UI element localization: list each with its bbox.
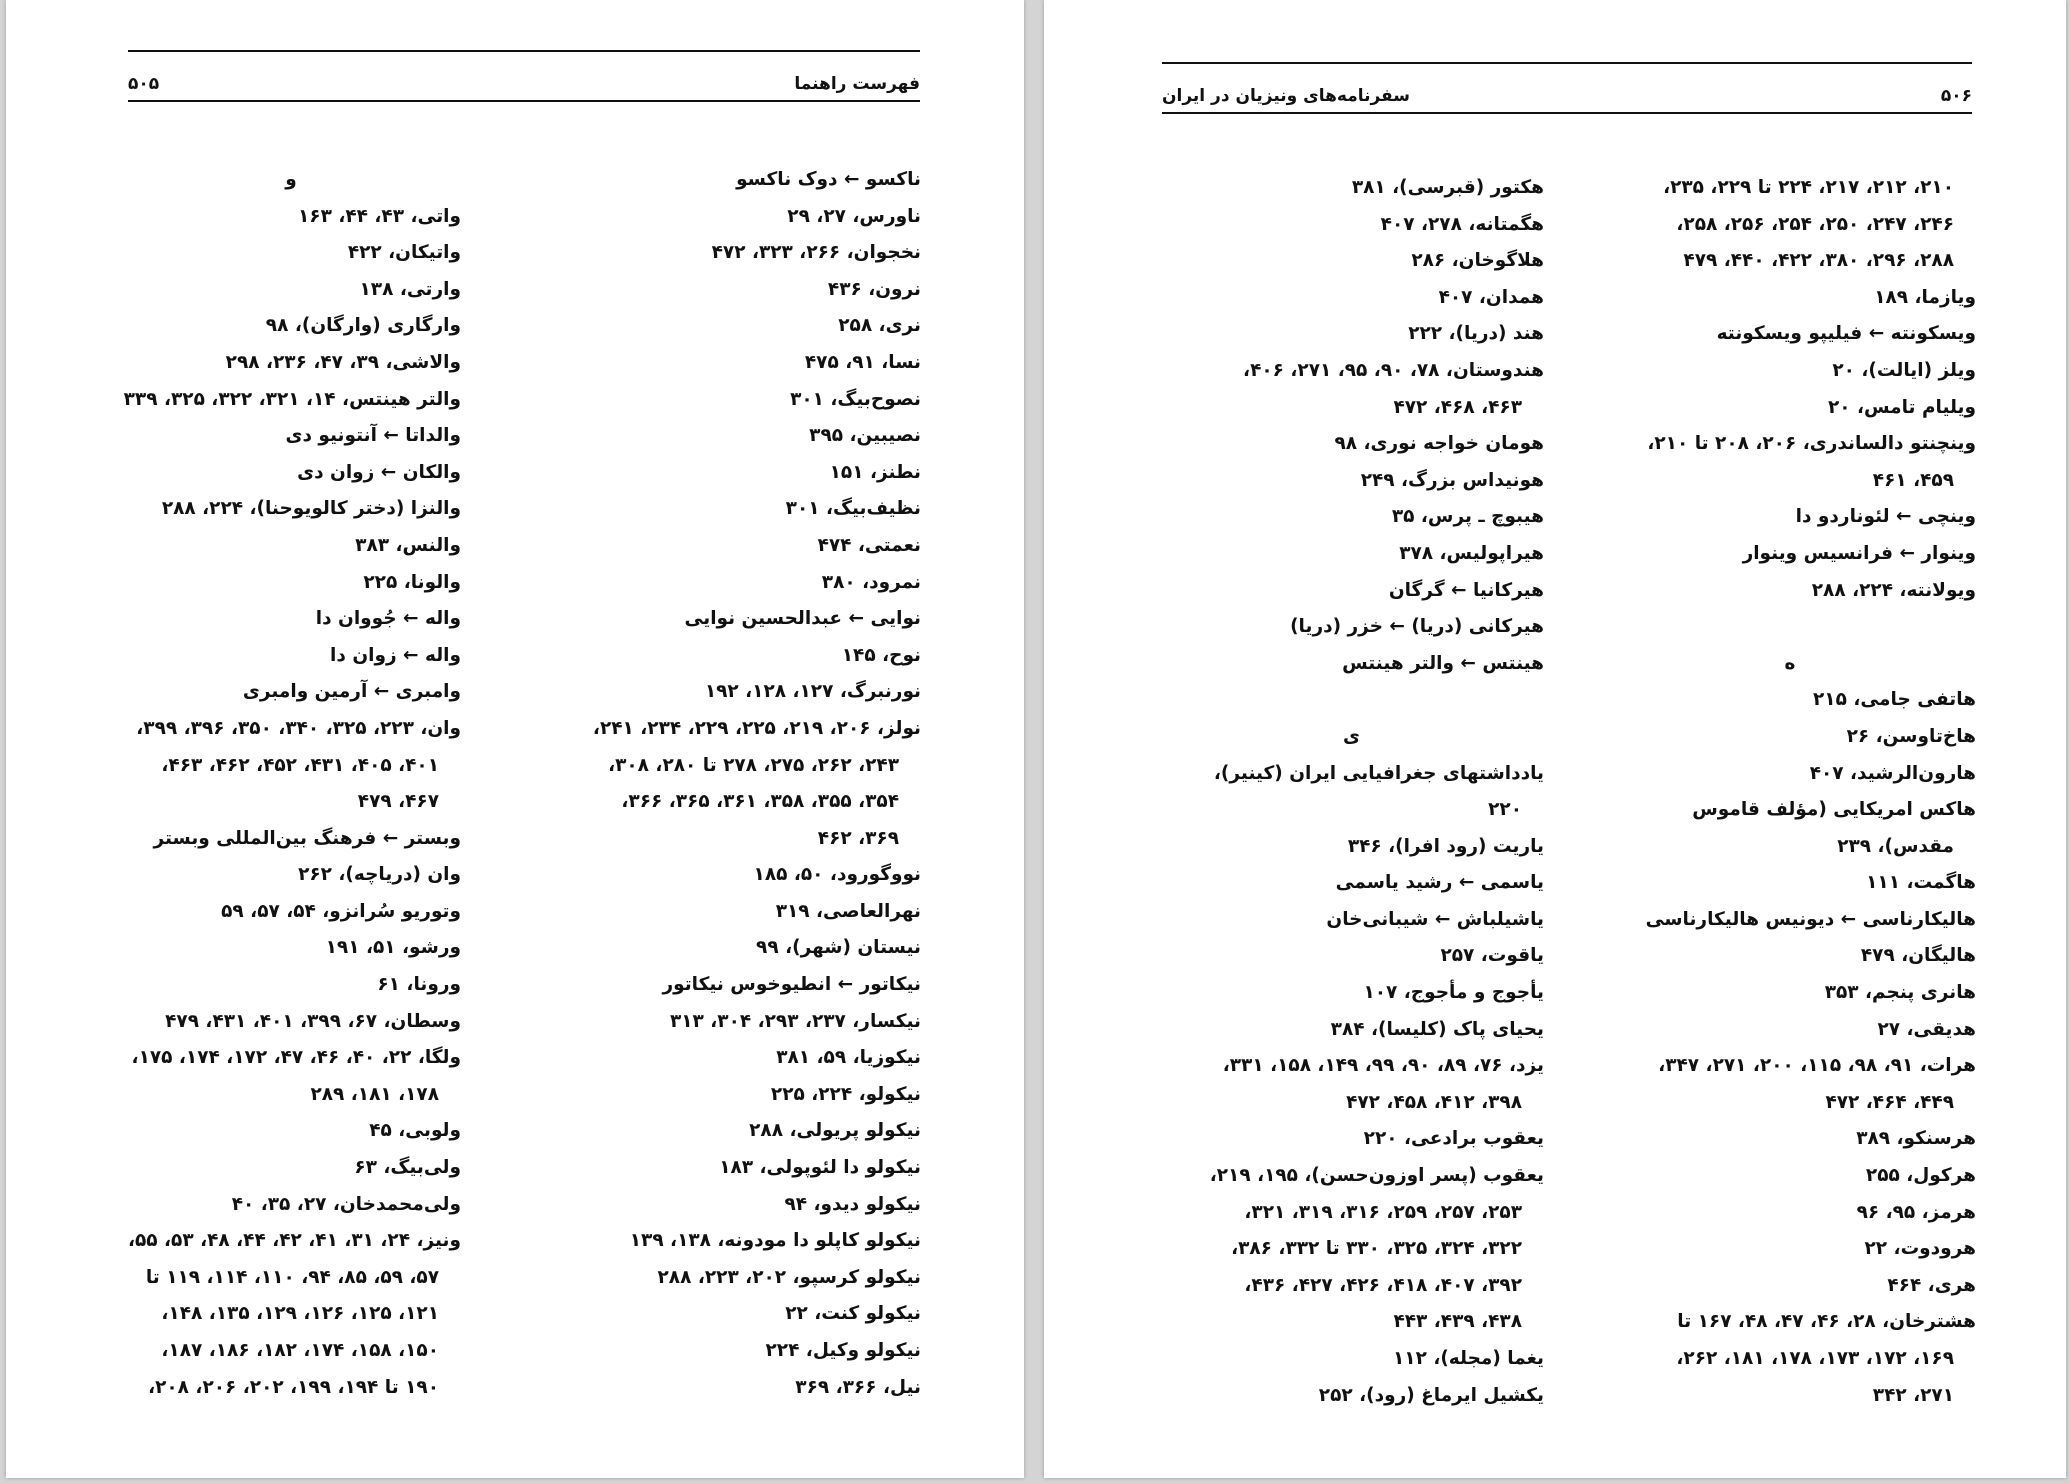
index-entry: هرکول، ۲۵۵: [1865, 1165, 1976, 1187]
index-entry: هری، ۴۶۴: [1887, 1274, 1976, 1296]
index-entry: نولز، ۲۰۶، ۲۱۹، ۲۲۵، ۲۲۹، ۲۳۴، ۲۴۱،: [592, 717, 921, 739]
left-page: [6, 0, 1024, 1478]
index-entry: والنزا (دختر کالویوحنا)، ۲۲۴، ۲۸۸: [161, 498, 461, 520]
index-entry: یاشیلباش ← شیبانی‌خان: [1326, 908, 1544, 930]
index-entry: نووگورود، ۵۰، ۱۸۵: [753, 864, 921, 886]
index-entry: وینچنتو دالساندری، ۲۰۶، ۲۰۸ تا ۲۱۰،: [1647, 433, 1976, 455]
index-entry: یغما (مجله)، ۱۱۲: [1393, 1348, 1544, 1369]
index-entry-continuation: ۳۹۲، ۴۰۷، ۴۱۸، ۴۲۶، ۴۲۷، ۴۳۶،: [1244, 1274, 1522, 1296]
index-entry-continuation: ۲۲۰: [1488, 799, 1522, 821]
index-entry: وسطان، ۶۷، ۳۹۹، ۴۰۱، ۴۳۱، ۴۷۹: [165, 1010, 461, 1032]
index-entry: واله ← زوان دا: [330, 644, 461, 666]
index-entry: نیکاتور ← انطیوخوس نیکاتور: [662, 974, 921, 996]
index-entry: هرمز، ۹۵، ۹۶: [1856, 1201, 1976, 1223]
index-entry: نسا، ۹۱، ۴۷۵: [804, 351, 921, 373]
index-entry: نری، ۲۵۸: [838, 315, 921, 337]
index-entry: ناورس، ۲۷، ۲۹: [787, 205, 921, 227]
index-entry: نیکسار، ۲۳۷، ۲۹۳، ۳۰۴، ۳۱۳: [669, 1010, 921, 1032]
index-column-right: [561, 162, 921, 1412]
index-entry-continuation: ۴۰۱، ۴۰۵، ۴۳۱، ۴۵۲، ۴۶۲، ۴۶۳،: [161, 754, 439, 776]
index-entry: وامبری ← آرمین وامبری: [242, 681, 461, 703]
index-entry-continuation: مقدس)، ۲۳۹: [1837, 835, 1954, 857]
index-entry: وان (دریاچه)، ۲۶۲: [298, 864, 461, 886]
index-entry-continuation: ۲۱۰، ۲۱۲، ۲۱۷، ۲۲۴ تا ۲۲۹، ۲۳۵،: [1663, 177, 1954, 198]
index-entry: وارتی، ۱۳۸: [359, 278, 461, 300]
index-entry: هرسنکو، ۳۸۹: [1856, 1128, 1976, 1150]
index-entry: نیکولو دا لئوپولی، ۱۸۳: [719, 1157, 921, 1179]
index-entry: والتر هینتس، ۱۴، ۳۲۱، ۳۲۲، ۳۲۵، ۳۳۹: [123, 388, 461, 410]
index-entry-continuation: ۲۵۳، ۲۵۷، ۲۵۹، ۳۱۶، ۳۱۹، ۳۲۱،: [1244, 1201, 1522, 1223]
index-entry: واله ← جُووان دا: [315, 608, 461, 630]
index-entry: والداتا ← آنتونیو دی: [285, 425, 461, 447]
index-entry: نخجوان، ۲۶۶، ۳۲۳، ۴۷۲: [711, 242, 921, 264]
index-entry: هیرکانی (دریا) ← خزر (دریا): [1290, 616, 1544, 638]
index-entry: هیبوچ ـ پرس، ۳۵: [1391, 506, 1544, 528]
index-entry: یاسمی ← رشید یاسمی: [1335, 872, 1544, 894]
index-entry: یعقوب (پسر اوزون‌حسن)، ۱۹۵، ۲۱۹،: [1209, 1165, 1544, 1187]
index-entry: ناکسو ← دوک ناکسو: [736, 169, 921, 190]
index-entry: نمرود، ۳۸۰: [821, 571, 921, 593]
index-entry: وینوار ← فرانسیس وینوار: [1742, 542, 1976, 564]
index-entry: ولی‌بیگ، ۶۳: [354, 1157, 461, 1179]
section-letter: ه: [1784, 652, 1796, 674]
index-entry: یحیای پاک (کلیسا)، ۳۸۴: [1330, 1018, 1544, 1040]
index-entry: نیکولو کرسپو، ۲۰۲، ۲۲۳، ۲۸۸: [657, 1266, 921, 1288]
index-entry-continuation: ۱۹۰ تا ۱۹۴، ۱۹۹، ۲۰۲، ۲۰۶، ۲۰۸،: [148, 1376, 439, 1398]
index-entry: هارون‌الرشید، ۴۰۷: [1809, 762, 1976, 784]
index-entry-continuation: ۴۳۸، ۴۳۹، ۴۴۳: [1393, 1311, 1522, 1333]
index-entry: نیکولو وکیل، ۲۲۴: [765, 1340, 921, 1361]
index-entry-continuation: ۴۶۷، ۴۷۹: [357, 791, 439, 813]
index-entry-continuation: ۳۵۴، ۳۵۵، ۳۵۸، ۳۶۱، ۳۶۵، ۳۶۶،: [621, 791, 899, 813]
index-entry: ولگا، ۲۲، ۴۰، ۴۶، ۴۷، ۱۷۲، ۱۷۴، ۱۷۵،: [131, 1047, 461, 1069]
index-entry: نورنبرگ، ۱۲۷، ۱۲۸، ۱۹۲: [704, 681, 921, 703]
index-column-left: [121, 162, 461, 1412]
index-column-left: [1159, 170, 1544, 1430]
index-entry: نعمتی، ۴۷۴: [817, 534, 921, 556]
index-entry: هیراپولیس، ۳۷۸: [1399, 542, 1544, 564]
header-top-rule: [1162, 62, 1972, 64]
index-entry: نرون، ۴۳۶: [827, 278, 921, 300]
index-entry: هالیگان، ۴۷۹: [1860, 945, 1976, 967]
index-entry-continuation: ۱۲۱، ۱۲۵، ۱۲۶، ۱۲۹، ۱۳۵، ۱۴۸،: [161, 1303, 439, 1325]
index-entry: نیل، ۳۶۶، ۳۶۹: [795, 1376, 921, 1398]
index-entry: یأجوج و مأجوج، ۱۰۷: [1363, 982, 1544, 1004]
header-top-rule: [128, 50, 920, 52]
index-entry: هومان خواجه نوری، ۹۸: [1334, 433, 1544, 455]
index-entry: هلاگوخان، ۲۸۶: [1411, 250, 1544, 272]
index-entry: هالیکارناسی ← دیونیس هالیکارناسی: [1645, 908, 1976, 930]
page-number: ۵۰۵: [128, 74, 160, 94]
index-entry: ویلز (ایالت)، ۲۰: [1832, 359, 1976, 381]
index-entry: هشترخان، ۲۸، ۴۶، ۴۷، ۴۸، ۱۶۷ تا: [1677, 1311, 1976, 1333]
index-entry: واتی، ۴۳، ۴۴، ۱۶۳: [298, 205, 461, 227]
index-entry-continuation: ۲۴۳، ۲۶۲، ۲۷۵، ۲۷۸ تا ۲۸۰، ۳۰۸،: [608, 754, 899, 776]
index-entry: نیکولو پریولی، ۲۸۸: [749, 1120, 921, 1142]
index-entry: نیکولو دیدو، ۹۴: [784, 1193, 921, 1215]
index-entry: یزد، ۷۶، ۸۹، ۹۰، ۹۹، ۱۴۹، ۱۵۸، ۳۳۱،: [1222, 1055, 1544, 1077]
index-entry: هاگمت، ۱۱۱: [1866, 872, 1976, 894]
blank-line: [1604, 609, 1976, 646]
index-entry: ولی‌محمدخان، ۲۷، ۳۵، ۴۰: [231, 1193, 461, 1215]
index-entry: نیستان (شهر)، ۹۹: [756, 937, 921, 959]
running-head: سفرنامه‌های ونیزیان در ایران: [1162, 86, 1411, 106]
index-entry: ونیز، ۲۴، ۳۱، ۴۱، ۴۲، ۴۴، ۴۸، ۵۳، ۵۵،: [127, 1230, 461, 1252]
index-entry-continuation: ۳۶۹، ۴۶۲: [817, 827, 899, 849]
index-entry: نوح، ۱۴۵: [841, 644, 921, 666]
index-entry-continuation: ۲۴۶، ۲۴۷، ۲۵۰، ۲۵۴، ۲۵۶، ۲۵۸،: [1676, 213, 1954, 235]
index-entry-continuation: ۱۵۰، ۱۵۸، ۱۷۴، ۱۸۲، ۱۸۶، ۱۸۷،: [161, 1340, 439, 1361]
index-entry: یادداشتهای جغرافیایی ایران (کینیر)،: [1213, 762, 1544, 784]
left-page-header: [128, 60, 920, 102]
index-entry: وبستر ← فرهنگ بین‌المللی وبستر: [153, 827, 461, 849]
index-entry: همدان، ۴۰۷: [1438, 286, 1544, 308]
index-entry: وینچی ← لئوناردو دا: [1795, 506, 1976, 528]
index-entry: نیکولو کاپلو دا مودونه، ۱۳۸، ۱۳۹: [629, 1230, 921, 1252]
index-entry: ویازما، ۱۸۹: [1874, 286, 1976, 308]
index-entry: نطنز، ۱۵۱: [829, 461, 921, 483]
index-entry-continuation: ۴۶۳، ۴۶۸، ۴۷۲: [1393, 396, 1522, 418]
right-page: [1044, 0, 2066, 1478]
index-entry: نوایی ← عبدالحسین نوایی: [684, 608, 921, 630]
blank-line: [1159, 682, 1544, 719]
section-letter: و: [285, 169, 297, 190]
index-entry-continuation: ۵۷، ۵۹، ۸۵، ۹۴، ۱۱۰، ۱۱۴، ۱۱۹ تا: [145, 1266, 439, 1288]
index-entry-continuation: ۱۶۹، ۱۷۲، ۱۷۳، ۱۷۸، ۱۸۱، ۲۶۲،: [1676, 1348, 1954, 1369]
index-entry: نصوح‌بیگ، ۳۰۱: [790, 388, 921, 410]
index-entry: والونا، ۲۲۵: [363, 571, 461, 593]
right-page-header: [1162, 72, 1972, 114]
index-entry: وارگاری (وارگان)، ۹۸: [265, 315, 461, 337]
index-entry-continuation: ۲۸۸، ۲۹۶، ۳۸۰، ۴۲۲، ۴۴۰، ۴۷۹: [1683, 250, 1954, 272]
index-entry: یکشیل ایرماغ (رود)، ۲۵۲: [1318, 1384, 1544, 1406]
index-column-right: [1604, 170, 1976, 1430]
index-entry-continuation: ۴۵۹، ۴۶۱: [1872, 469, 1954, 491]
index-entry: هندوستان، ۷۸، ۹۰، ۹۵، ۲۷۱، ۴۰۶،: [1243, 359, 1544, 381]
index-entry: والاشی، ۳۹، ۴۷، ۲۳۶، ۲۹۸: [225, 351, 461, 373]
running-head: فهرست راهنما: [794, 74, 920, 94]
index-entry: هیرکانیا ← گرگان: [1388, 579, 1544, 601]
index-entry: ویلیام تامس، ۲۰: [1827, 396, 1976, 418]
index-entry: نهرالعاصی، ۳۱۹: [775, 900, 921, 922]
index-entry: والنس، ۳۸۳: [355, 534, 461, 556]
index-entry: نیکولو، ۲۲۴، ۲۲۵: [770, 1083, 921, 1105]
index-entry: هانری پنجم، ۳۵۳: [1824, 982, 1976, 1004]
index-entry-continuation: ۳۲۲، ۳۲۴، ۳۲۵، ۳۳۰ تا ۳۳۲، ۳۸۶،: [1231, 1238, 1522, 1260]
index-entry: هرودوت، ۲۲: [1864, 1238, 1976, 1260]
index-entry: یعقوب برادعی، ۲۲۰: [1363, 1128, 1544, 1150]
index-entry: هینتس ← والتر هینتس: [1342, 652, 1544, 674]
index-entry: نظیف‌بیگ، ۳۰۱: [785, 498, 921, 520]
index-entry: هرات، ۹۱، ۹۸، ۱۱۵، ۲۰۰، ۲۷۱، ۳۴۷،: [1658, 1055, 1976, 1077]
index-entry-continuation: ۱۷۸، ۱۸۱، ۲۸۹: [310, 1083, 439, 1105]
index-entry: هدیقی، ۲۷: [1877, 1018, 1976, 1040]
index-entry: هونیداس بزرگ، ۲۴۹: [1360, 469, 1544, 491]
index-entry: نیکولو کنت، ۲۲: [785, 1303, 921, 1325]
index-entry-continuation: ۲۷۱، ۳۴۲: [1872, 1384, 1954, 1406]
index-entry: هاکس امریکایی (مؤلف قاموس: [1692, 799, 1976, 821]
index-entry: ورشو، ۵۱، ۱۹۱: [325, 937, 461, 959]
index-entry: هند (دریا)، ۲۲۲: [1408, 323, 1544, 345]
index-entry: هاخ‌تاوسن، ۲۶: [1846, 725, 1976, 747]
index-entry: نصیبین، ۳۹۵: [809, 425, 921, 447]
index-entry: ورونا، ۶۱: [377, 974, 461, 996]
index-entry: نیکوزیا، ۵۹، ۳۸۱: [776, 1047, 921, 1069]
index-entry: یاریت (رود افرا)، ۳۴۶: [1347, 835, 1544, 857]
index-entry: ولوبی، ۴۵: [369, 1120, 461, 1142]
index-entry: ویولانته، ۲۲۴، ۲۸۸: [1811, 579, 1976, 601]
index-entry: وان، ۲۲۳، ۳۲۵، ۳۴۰، ۳۵۰، ۳۹۶، ۳۹۹،: [136, 717, 461, 739]
section-letter: ی: [1343, 725, 1360, 747]
index-entry-continuation: ۴۴۹، ۴۶۴، ۴۷۲: [1825, 1091, 1954, 1113]
index-entry: هاتفی جامی، ۲۱۵: [1813, 689, 1976, 711]
page-number: ۵۰۶: [1940, 86, 1972, 106]
index-entry: واتیکان، ۴۲۲: [347, 242, 461, 264]
index-entry: هگمتانه، ۲۷۸، ۴۰۷: [1380, 213, 1544, 235]
index-entry: هکتور (قبرسی)، ۳۸۱: [1351, 177, 1544, 198]
index-entry: والکان ← زوان دی: [297, 461, 461, 483]
index-entry: یاقوت، ۲۵۷: [1440, 945, 1544, 967]
index-entry: وتوریو سُرانزو، ۵۴، ۵۷، ۵۹: [221, 900, 461, 922]
index-entry: ویسکونته ← فیلیپو ویسکونته: [1716, 323, 1976, 345]
index-entry-continuation: ۳۹۸، ۴۱۲، ۴۵۸، ۴۷۲: [1346, 1091, 1522, 1113]
